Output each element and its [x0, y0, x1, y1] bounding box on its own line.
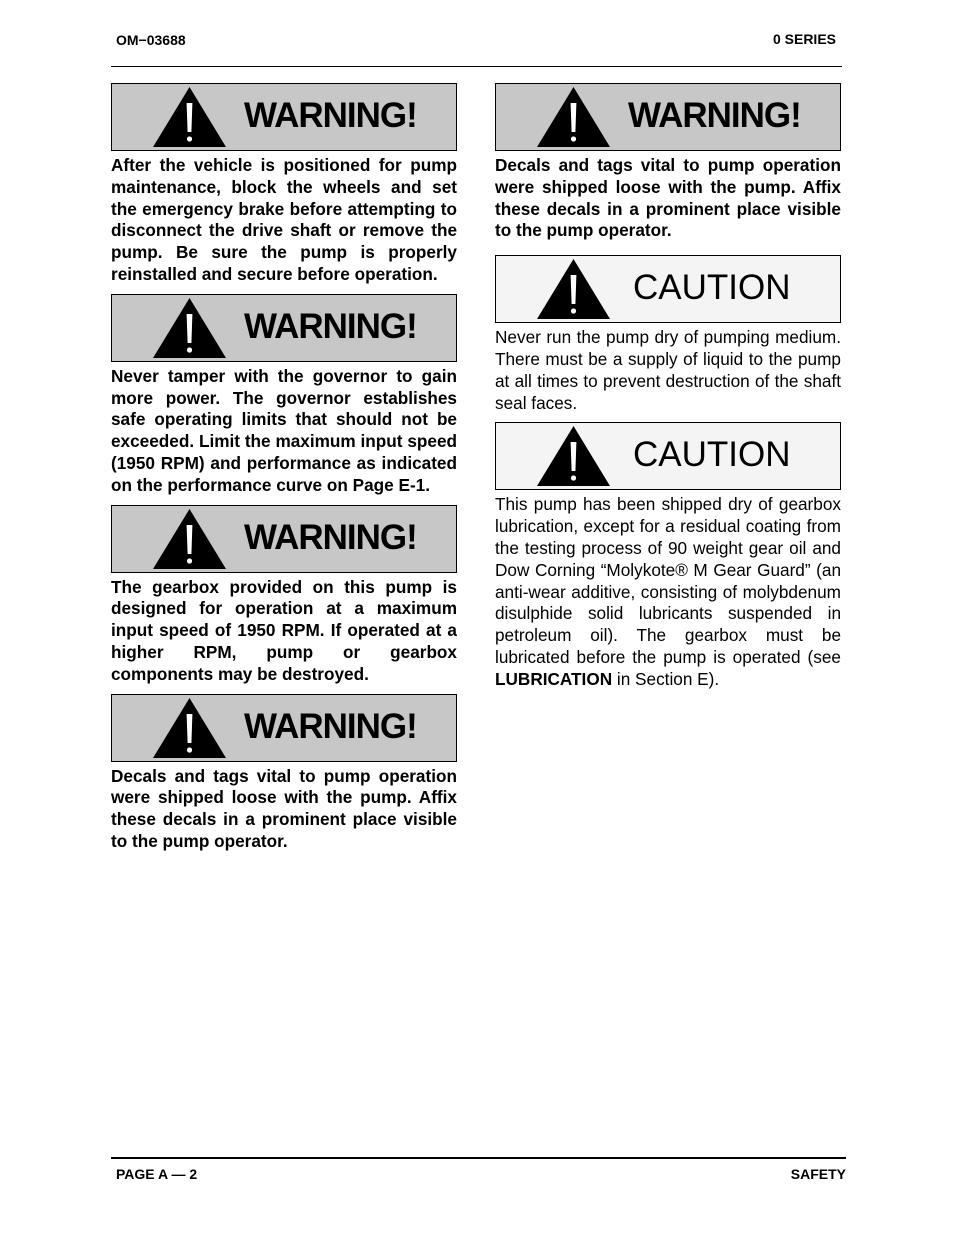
page-number: PAGE A — 2 — [116, 1166, 198, 1182]
warning-label: WARNING! — [628, 96, 801, 135]
exclamation-triangle-icon — [536, 425, 611, 487]
caution-sign — [495, 255, 841, 323]
caution-sign — [495, 422, 841, 490]
caution-text: Never run the pump dry of pumping medium. There must be a supply of liquid to the pump at all times to prevent destruction of the shaft seal faces. — [495, 327, 841, 413]
warning-sign — [111, 694, 457, 762]
warning-label: WARNING! — [244, 306, 417, 346]
exclamation-triangle-icon — [152, 297, 227, 359]
document-number: OM−03688 — [116, 32, 186, 48]
warning-sign — [111, 294, 457, 362]
section-name: SAFETY — [790, 1166, 846, 1182]
exclamation-triangle-icon — [152, 86, 227, 148]
warning-text: After the vehicle is positioned for pump maintenance, block the wheels and set the emergency brake before attempting to disconnect the drive shaft or remove the pump. Be sure the pump is properly reinstalled and secure before operation. — [111, 155, 457, 284]
caution-text — [495, 494, 841, 690]
exclamation-triangle-icon — [536, 258, 611, 320]
warning-text: Never tamper with the governor to gain more power. The governor establishes safe operating limits that should not be exceeded. Limit the maximum input speed (1950 RPM) and performance as indicated on the performance curve on Page E-1. — [111, 365, 457, 495]
caution-label: CAUTION — [633, 268, 791, 308]
warning-label: WARNING! — [244, 517, 417, 557]
warning-sign — [111, 505, 457, 573]
lubrication-reference: LUBRICATION — [495, 668, 613, 689]
exclamation-triangle-icon — [152, 508, 227, 570]
header-rule — [111, 66, 842, 67]
exclamation-triangle-icon — [152, 697, 227, 759]
series-label: 0 SERIES — [772, 31, 836, 47]
warning-sign — [495, 83, 841, 151]
right-column — [495, 83, 841, 691]
exclamation-triangle-icon — [536, 86, 611, 148]
caution-text-part: This pump has been shipped dry of gearbox lubrication, except for a residual coating from the testing process of 90 weight gear oil and Dow Corning “Molykote® M Gear Guard” (an anti-wear additive, consisting of molybdenum disulphide solid lubricants suspended in petroleum oil). The gearbox must be lubricated before the pump is operated (see — [495, 494, 841, 667]
left-column — [111, 83, 457, 853]
warning-label: WARNING! — [244, 706, 417, 746]
warning-sign — [111, 83, 457, 151]
footer-rule — [111, 1157, 846, 1159]
warning-text: The gearbox provided on this pump is designed for operation at a maximum input speed of 1950 RPM. If operated at a higher RPM, pump or gearbox components may be destroyed. — [111, 576, 457, 684]
warning-text: Decals and tags vital to pump operation were shipped loose with the pump. Affix these decals in a prominent place visible to the pump operator. — [495, 155, 841, 241]
caution-label: CAUTION — [633, 435, 791, 475]
warning-label: WARNING! — [244, 96, 417, 135]
caution-text-part: in Section E). — [612, 668, 720, 689]
warning-text: Decals and tags vital to pump operation were shipped loose with the pump. Affix these decals in a prominent place visible to the pump operator. — [111, 765, 457, 851]
